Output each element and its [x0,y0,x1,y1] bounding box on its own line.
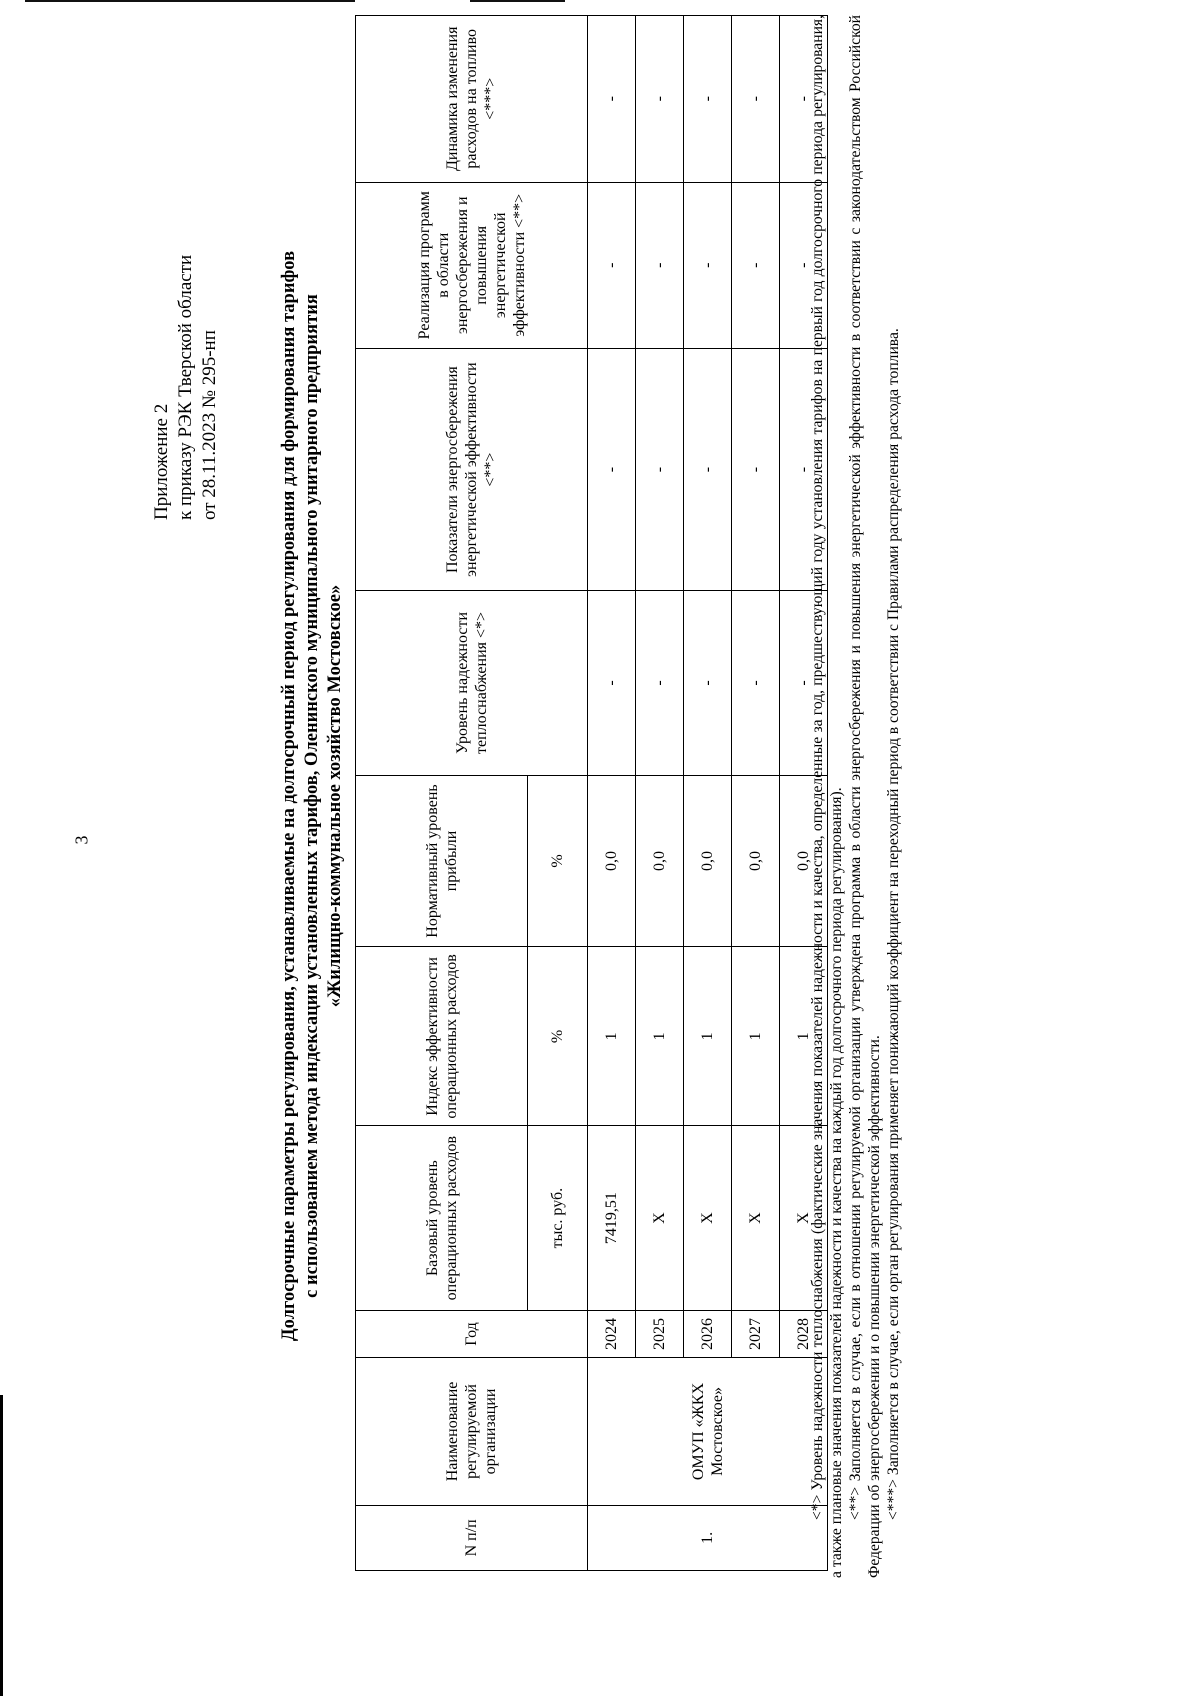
cell-base-cost: Х [732,1126,780,1310]
title-line-2: с использованием метода индексации установленных тарифов, Оленинского муниципального унитарного предприятия [302,294,322,1298]
cell-efficiency-index: 1 [588,947,636,1126]
cell-reliability: - [732,591,780,775]
cell-reliability: - [780,591,828,775]
cell-year: 2028 [780,1310,828,1357]
header-year: Год [356,1310,588,1357]
header-base-cost: Базовый уровень операционных расходов [356,1126,528,1310]
cell-profit-level: 0,0 [684,775,732,947]
parameters-table [355,15,828,1571]
table-row [636,16,684,1571]
cell-efficiency-index: 1 [732,947,780,1126]
header-efficiency-index: Индекс эффективности операционных расходов [356,947,528,1126]
cell-base-cost: 7419,51 [588,1126,636,1310]
cell-base-cost: Х [636,1126,684,1310]
appendix-block [150,255,222,520]
header-fuel-dynamics: Динамика изменения расходов на топливо <***> [356,16,588,183]
header-org: Наименование регулируемой организации [356,1358,588,1505]
header-profit-level: Нормативный уровень прибыли [356,775,528,947]
cell-year: 2026 [684,1310,732,1357]
appendix-line-1: Приложение 2 [151,403,172,520]
cell-programs: - [780,182,828,348]
footnote-2: <**> Заполняется в случае, если в отношении регулируемой организации утверждена программа в области энергосбережения и повышения энергетической эффективности в соответствии с законодательством Российской Федерации об энергосбережении и о повышении энергетической эффективности. [847,15,883,1578]
cell-profit-level: 0,0 [732,775,780,947]
cell-programs: - [588,182,636,348]
cell-efficiency-index: 1 [636,947,684,1126]
cell-efficiency-index: 1 [684,947,732,1126]
cell-reliability: - [636,591,684,775]
cell-energy-saving: - [684,348,732,590]
appendix-line-3: от 28.11.2023 № 295-нп [199,330,220,520]
cell-fuel-dynamics: - [684,16,732,183]
cell-fuel-dynamics: - [732,16,780,183]
cell-base-cost: Х [684,1126,732,1310]
header-num: N п/п [356,1505,588,1570]
cell-energy-saving: - [732,348,780,590]
table-row [732,16,780,1571]
header-programs: Реализация программ в области энергосбережения и повышения энергетической эффективности <**> [356,182,588,348]
title-line-1: Долгосрочные параметры регулирования, устанавливаемые на долгосрочный период регулирования для формирования тарифов [279,250,299,1342]
table-row [684,16,732,1571]
cell-profit-level: 0,0 [588,775,636,947]
cell-year: 2027 [732,1310,780,1357]
cell-programs: - [636,182,684,348]
cell-year: 2024 [588,1310,636,1357]
cell-fuel-dynamics: - [588,16,636,183]
cell-programs: - [732,182,780,348]
footnotes [808,15,903,1578]
header-energy-saving: Показатели энергосбережения энергетической эффективности <**> [356,348,588,590]
table-row [588,16,636,1571]
cell-reliability: - [684,591,732,775]
unit-profit-level: % [528,775,588,947]
org-name: ОМУП «ЖКХ Мостовское» [588,1358,828,1505]
document-title [278,46,347,1546]
appendix-line-2: к приказу РЭК Тверской области [175,254,196,520]
cell-base-cost: Х [780,1126,828,1310]
cell-energy-saving: - [780,348,828,590]
cell-energy-saving: - [636,348,684,590]
cell-profit-level: 0,0 [636,775,684,947]
unit-efficiency-index: % [528,947,588,1126]
header-reliability: Уровень надежности теплоснабжения <*> [356,591,588,775]
title-line-3: «Жилищно-коммунальное хозяйство Мостовское» [325,584,345,1008]
cell-fuel-dynamics: - [780,16,828,183]
footnote-3: <***> Заполняется в случае, если орган регулирования применяет понижающий коэффициент на переходный период в соответствии с Правилами распределения расхода топлива. [885,328,902,1520]
cell-fuel-dynamics: - [636,16,684,183]
cell-energy-saving: - [588,348,636,590]
table-header-row [356,16,528,1571]
footnote-1: <*> Уровень надежности теплоснабжения (фактические значения показателей надежности и качества, определенные за год, предшествующий году установления тарифов на первый год долгосрочного периода регулирования, а также плановые значения показателей надежности и качества на каждый год долгосрочного периода регулирования). [809,15,845,1578]
cell-reliability: - [588,591,636,775]
cell-year: 2025 [636,1310,684,1357]
cell-programs: - [684,182,732,348]
page-number: 3 [71,835,92,845]
cell-profit-level: 0,0 [780,775,828,947]
cell-efficiency-index: 1 [780,947,828,1126]
unit-base-cost: тыс. руб. [528,1126,588,1310]
row-num: 1. [588,1505,828,1570]
